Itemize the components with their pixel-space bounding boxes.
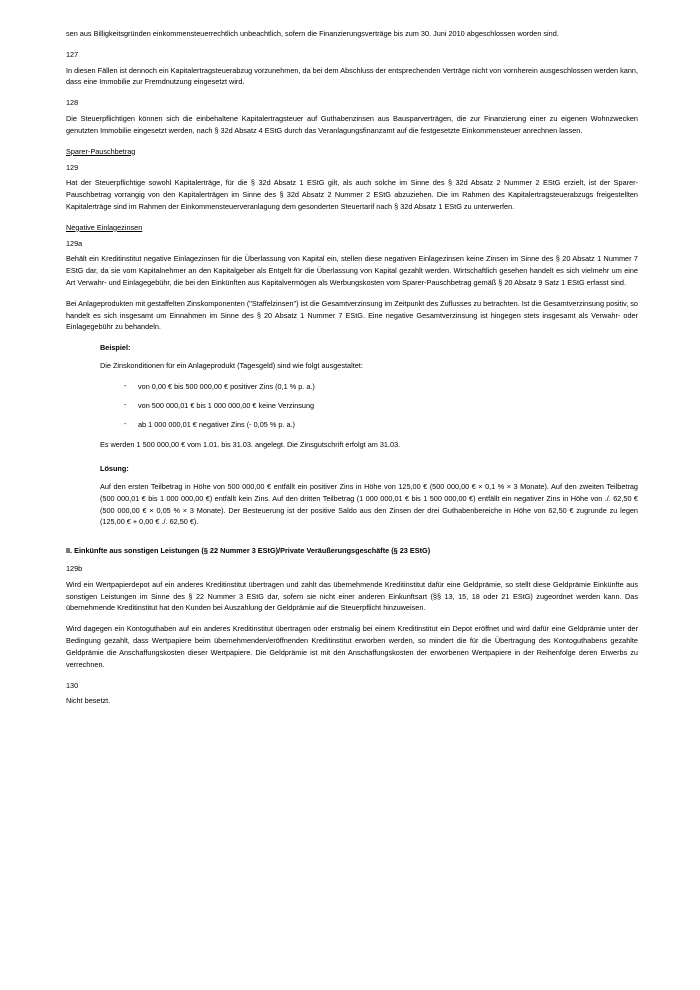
example-closing: Es werden 1 500 000,00 € vom 1.01. bis 31.03. angelegt. Die Zinsgutschrift erfolgt am 31.03. bbox=[100, 440, 401, 450]
section-heading-ii: II. Einkünfte aus sonstigen Leistungen (§ 22 Nummer 3 EStG)/Private Veräußerungsgeschäfte (§ 23 EStG) bbox=[66, 546, 431, 556]
paragraph-number-128: 128 bbox=[66, 98, 79, 108]
solution-label: Lösung: bbox=[100, 464, 129, 474]
paragraph-body-129b-1: Wird ein Wertpapierdepot auf ein anderes Kreditinstitut übertragen und zahlt das übernehmende Kreditinstitut dafür eine Geldprämie, so stellt diese Geldprämie Einkünfte aus sonstigen Leistungen im Sinne des § 22 Nummer 3 EStG dar, sofern sie nicht einer anderen Einkunftsart (§§ 13, 15, 18 oder 21 EStG) zugeordnet werden kann. Das übernehmende Kreditinstitut hat den Kunden bei Auszahlung der Geldprämie auf die Steuerpflicht hinzuweisen. bbox=[66, 579, 638, 613]
dash-icon: - bbox=[124, 399, 127, 409]
paragraph-number-127: 127 bbox=[66, 49, 79, 59]
solution-body: Auf den ersten Teilbetrag in Höhe von 500 000,00 € entfällt ein positiver Zins in Höhe von 125,00 € (500 000,00 € × 0,1 % × 3 Monate). Auf den zweiten Teilbetrag (500 000,01 € bis 1 000 000,00 €) entfällt kein Zins. Auf den dritten Teilbetrag (1 000 000,01 € bis 1 500 000,00 €) entfällt ein negativer Zins in Höhe von ./. 62,50 € (500 000,00 € × 0,05 % × 3 Monate). Der Besteuerung ist der positive Saldo aus den Zinsen der drei Guthabenbereiche in Höhe von 62,50 € zugrunde zu legen (125,00 € + 0,00 € ./. 62,50 €). bbox=[100, 481, 638, 527]
paragraph-body-129a-2: Bei Anlageprodukten mit gestaffelten Zinskomponenten ("Staffelzinsen") ist die Gesamtverzinsung im Zeitpunkt des Zuflusses zu betrachten. Ist die Gesamtverzinsung positiv, so handelt es sich insgesamt um Einnahmen im Sinne des § 20 Absatz 1 Nummer 7 EStG. Eine negative Gesamtverzinsung ist hingegen stets insgesamt als Verwahr- oder Einlagegebühr zu behandeln. bbox=[66, 298, 638, 332]
example-bullet-list bbox=[66, 381, 638, 430]
example-label: Beispiel: bbox=[100, 343, 131, 353]
heading-negative-einlagezinsen: Negative Einlagezinsen bbox=[66, 222, 143, 232]
list-item bbox=[124, 419, 638, 431]
list-item-label: ab 1 000 000,01 € negativer Zins (- 0,05 % p. a.) bbox=[138, 419, 295, 429]
list-item-label: von 0,00 € bis 500 000,00 € positiver Zins (0,1 % p. a.) bbox=[138, 381, 315, 391]
list-item-label: von 500 000,01 € bis 1 000 000,00 € keine Verzinsung bbox=[138, 400, 315, 410]
paragraph-body-129b-2: Wird dagegen ein Kontoguthaben auf ein anderes Kreditinstitut übertragen oder erstmalig bei einem Kreditinstitut ein Depot eröffnet und wird dafür eine Geldprämie unter der Bedingung gezahlt, dass Wertpapiere beim übernehmenden/eröffnenden Kreditinstitut erworben werden, so mindert die für die Übertragung des Kontoguthabens gezahlte Geldprämie die Anschaffungskosten dieser Wertpapiere. Die Geldprämie ist mit den Anschaffungskosten der erworbenen Wertpapiere in der Reihenfolge deren Erwerbs zu verrechnen. bbox=[66, 624, 638, 669]
dash-icon: - bbox=[124, 418, 127, 428]
paragraph-body-128: Die Steuerpflichtigen können sich die einbehaltene Kapitalertragsteuer auf Guthabenzinsen aus Bausparverträgen, die zur Finanzierung einer zu eigenen Wohnzwecken genutzten Immobilie eingesetzt werden, nach § 32d Absatz 4 EStG durch das Veranlagungsfinanzamt auf die festgesetzte Einkommensteuer anrechnen lassen. bbox=[66, 114, 638, 135]
list-item bbox=[124, 400, 638, 412]
paragraph-body-130: Nicht besetzt. bbox=[66, 696, 111, 706]
paragraph-number-129a: 129a bbox=[66, 238, 83, 248]
dash-icon: - bbox=[124, 380, 127, 390]
heading-sparer-pauschbetrag: Sparer-Pauschbetrag bbox=[66, 146, 136, 156]
spacer bbox=[66, 537, 638, 545]
list-item bbox=[124, 381, 638, 393]
example-intro: Die Zinskonditionen für ein Anlageprodukt (Tagesgeld) sind wie folgt ausgestaltet: bbox=[100, 361, 363, 371]
paragraph-body-129: Hat der Steuerpflichtige sowohl Kapitalerträge, für die § 32d Absatz 1 EStG gilt, als auch solche im Sinne des § 32d Absatz 2 Nummer 2 EStG erzielt, ist der Sparer-Pauschbetrag vorrangig von den Kapitalerträgen im Sinne des § 32d Absatz 2 Nummer 2 EStG abzuziehen. Die im Rahmen des Kapitalertragsteuerabzugs freigestellten Kapitalerträge sind im Rahmen der Einkommensteuerveranlagung dem gesonderten Steuertarif nach § 32d Absatz 1 EStG zu unterwerfen. bbox=[66, 178, 638, 211]
intro-paragraph: sen aus Billigkeitsgründen einkommensteuerrechtlich unbeachtlich, sofern die Finanzierungsverträge bis zum 30. Juni 2010 abgeschlossen worden sind. bbox=[66, 29, 559, 38]
paragraph-number-129: 129 bbox=[66, 162, 79, 172]
paragraph-number-129b: 129b bbox=[66, 564, 83, 573]
paragraph-body-129a-1: Behält ein Kreditinstitut negative Einlagezinsen für die Überlassung von Kapital ein, stellen diese negativen Einlagezinsen keine Zinsen im Sinne des § 20 Absatz 1 Nummer 7 EStG dar, da sie vom Kapitalnehmer an den Kapitalgeber als Entgelt für die Überlassung von Kapital gezahlt werden. Wirtschaftlich gesehen handelt es sich vielmehr um eine Art Verwahr- und Einlagegebühr, die bei den Einkünften aus Kapitalvermögen als Werbungskosten vom Sparer-Pauschbetrag gemäß § 20 Absatz 9 Satz 1 EStG erfasst sind. bbox=[66, 254, 638, 287]
paragraph-number-130: 130 bbox=[66, 680, 79, 690]
paragraph-body-127: In diesen Fällen ist dennoch ein Kapitalertragsteuerabzug vorzunehmen, da bei dem Abschluss der entsprechenden Verträge nicht von vornherein ausgeschlossen werden kann, dass eine Immobilie zur Fremdnutzung eingesetzt wird. bbox=[66, 65, 638, 87]
